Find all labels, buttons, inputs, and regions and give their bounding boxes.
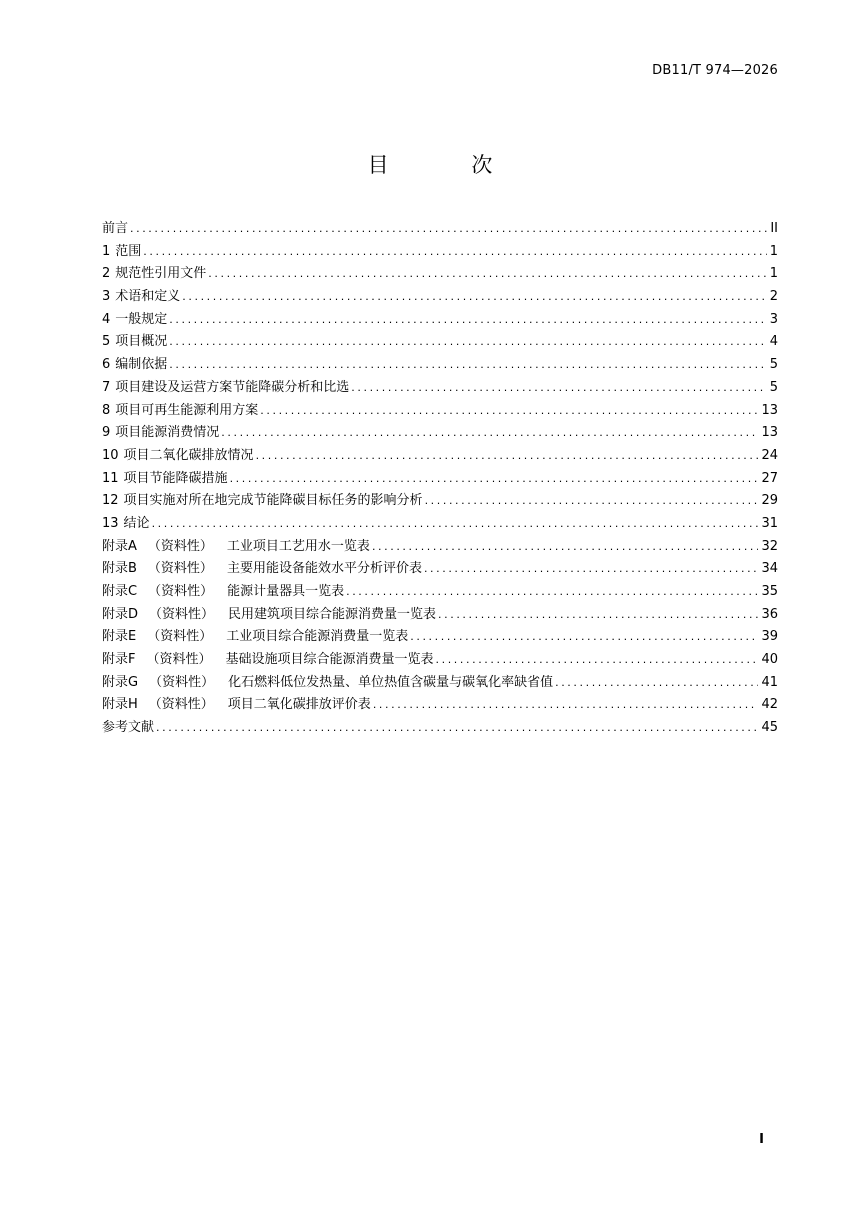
toc-entry-label — [102, 218, 128, 241]
toc-entry-title: 规范性引用文件 — [115, 266, 207, 282]
toc-entry-title: 工业项目工艺用水一览表 — [226, 538, 370, 554]
dot-leader — [372, 536, 759, 559]
toc-entry-title: 编制依据 — [115, 357, 168, 373]
toc-entry-title: 民用建筑项目综合能源消费量一览表 — [228, 606, 437, 622]
toc-entry[interactable] — [102, 422, 778, 445]
dot-leader — [256, 445, 759, 468]
toc-entry-title: 主要用能设备能效水平分析评价表 — [226, 561, 422, 577]
toc-entry-number: 9 — [102, 425, 111, 441]
toc-entry-number: 7 — [102, 379, 111, 395]
toc-entry-number: 附录G — [102, 674, 139, 690]
toc-entry-page: 36 — [761, 606, 778, 622]
toc-entry-page: 39 — [761, 629, 778, 645]
dot-leader — [221, 422, 758, 445]
toc-entry-number: 2 — [102, 266, 111, 282]
dot-leader — [436, 649, 759, 672]
toc-entry-title: 参考文献 — [102, 720, 155, 736]
toc-entry[interactable] — [102, 331, 778, 354]
dot-leader — [555, 672, 758, 695]
toc-entry-title: 项目二氧化碳排放情况 — [123, 447, 254, 463]
toc-entry[interactable] — [102, 649, 778, 672]
toc-entry[interactable] — [102, 604, 778, 627]
toc-entry[interactable] — [102, 309, 778, 332]
dot-leader — [208, 263, 766, 286]
toc-entry[interactable] — [102, 445, 778, 468]
toc-entry[interactable] — [102, 286, 778, 309]
dot-leader — [169, 309, 766, 332]
page-number: I — [759, 1132, 764, 1147]
toc-entry-number: 附录B — [102, 561, 137, 577]
toc-entry-number: 附录C — [102, 584, 138, 599]
toc-entry-page: 13 — [761, 402, 778, 418]
page-title: 目 次 — [367, 153, 531, 177]
toc-entry-page: 42 — [761, 697, 778, 713]
dot-leader — [424, 558, 759, 581]
toc-entry-label — [102, 331, 167, 354]
toc-entry-number: 4 — [102, 311, 111, 327]
toc-entry-title: 结论 — [123, 515, 150, 531]
dot-leader — [230, 468, 759, 491]
toc-entry[interactable] — [102, 263, 778, 286]
toc-entry-title: 项目二氧化碳排放评价表 — [227, 697, 371, 713]
toc-entry-number: 附录D — [102, 606, 139, 622]
toc-entry-label — [102, 536, 370, 559]
toc-entry-label — [102, 490, 423, 513]
standard-code: DB11/T 974—2026 — [652, 63, 778, 78]
toc-entry-category: （资料性） — [147, 538, 213, 554]
toc-entry-page: 5 — [769, 379, 778, 395]
toc-entry-number: 12 — [102, 493, 119, 509]
toc-entry-title: 化石燃料低位发热量、单位热值含碳量与碳氧化率缺省值 — [228, 674, 554, 690]
toc-entry-page: 5 — [769, 357, 778, 373]
toc-entry-title: 范围 — [115, 243, 142, 259]
dot-leader — [346, 581, 758, 604]
toc-entry[interactable] — [102, 717, 778, 740]
toc-entry-label — [102, 400, 258, 423]
toc-entry-number: 5 — [102, 334, 111, 350]
toc-entry-label — [102, 626, 408, 649]
toc-entry[interactable] — [102, 241, 778, 264]
dot-leader — [169, 331, 766, 354]
toc-entry-page: 4 — [769, 334, 778, 350]
toc-entry-page: 13 — [761, 425, 778, 441]
toc-entry[interactable] — [102, 558, 778, 581]
toc-entry-label — [102, 672, 553, 695]
toc-entry[interactable] — [102, 513, 778, 536]
toc-entry-number: 13 — [102, 515, 119, 531]
toc-entry-title: 项目可再生能源利用方案 — [115, 402, 259, 418]
toc-entry-page: 35 — [761, 584, 778, 599]
toc-entry-number: 1 — [102, 243, 111, 259]
dot-leader — [351, 377, 766, 400]
toc-entry-label — [102, 558, 422, 581]
toc-entry-label — [102, 263, 206, 286]
toc-entry-label — [102, 445, 254, 468]
toc-entry-title: 前言 — [102, 221, 129, 236]
toc-entry-label — [102, 513, 150, 536]
dot-leader — [373, 694, 759, 717]
dot-leader — [410, 626, 758, 649]
toc-entry-category: （资料性） — [148, 697, 214, 713]
toc-entry-label — [102, 717, 154, 740]
toc-entry[interactable] — [102, 377, 778, 400]
toc-entry[interactable] — [102, 581, 778, 604]
toc-entry-title: 术语和定义 — [115, 289, 181, 305]
toc-entry-page: 3 — [769, 311, 778, 327]
toc-entry-number: 11 — [102, 470, 119, 486]
toc-entry-category: （资料性） — [146, 652, 212, 668]
toc-entry[interactable] — [102, 626, 778, 649]
toc-entry-label — [102, 422, 219, 445]
toc-entry-title: 一般规定 — [115, 311, 168, 327]
toc-entry-label — [102, 377, 349, 400]
toc-entry-page: 34 — [761, 561, 778, 577]
dot-leader — [156, 717, 758, 740]
toc-entry-category: （资料性） — [148, 584, 214, 599]
toc-entry-page: 2 — [769, 289, 778, 305]
toc-entry-title: 项目节能降碳措施 — [123, 470, 228, 486]
toc-entry-label — [102, 309, 167, 332]
toc-entry-label — [102, 354, 167, 377]
toc-entry-title: 项目概况 — [115, 334, 168, 350]
toc-entry-label — [102, 241, 141, 264]
toc-entry-title: 项目建设及运营方案节能降碳分析和比选 — [115, 379, 350, 395]
dot-leader — [169, 354, 766, 377]
toc-entry-number: 10 — [102, 447, 119, 463]
toc-entry-label — [102, 694, 371, 717]
toc-entry[interactable] — [102, 490, 778, 513]
toc-entry-page: II — [770, 221, 778, 236]
toc-entry-label — [102, 468, 228, 491]
toc-entry[interactable] — [102, 218, 778, 241]
toc-entry[interactable] — [102, 672, 778, 695]
toc-entry-category: （资料性） — [147, 629, 213, 645]
toc-entry-category: （资料性） — [149, 606, 215, 622]
toc-entry-number: 8 — [102, 402, 111, 418]
toc-entry-number: 附录A — [102, 538, 137, 554]
toc-entry-page: 1 — [769, 243, 778, 259]
toc-entry-label — [102, 649, 434, 672]
toc-entry[interactable] — [102, 468, 778, 491]
dot-leader — [130, 218, 767, 241]
toc-entry-number: 6 — [102, 357, 111, 373]
toc-entry-page: 27 — [761, 470, 778, 486]
toc-entry-number: 附录F — [102, 652, 136, 668]
toc-entry-page: 31 — [761, 515, 778, 531]
dot-leader — [438, 604, 758, 627]
dot-leader — [143, 241, 766, 264]
toc-entry[interactable] — [102, 536, 778, 559]
toc-entry[interactable] — [102, 400, 778, 423]
toc-entry-label — [102, 286, 180, 309]
toc-entry-title: 能源计量器具一览表 — [227, 584, 345, 599]
toc-entry-title: 基础设施项目综合能源消费量一览表 — [225, 652, 434, 668]
toc-entry-label — [102, 581, 344, 604]
toc-entry-number: 附录H — [102, 697, 138, 713]
dot-leader — [182, 286, 766, 309]
toc-entry[interactable] — [102, 354, 778, 377]
dot-leader — [425, 490, 759, 513]
toc-entry-category: （资料性） — [147, 561, 213, 577]
dot-leader — [152, 513, 759, 536]
toc-entry-page: 40 — [761, 652, 778, 668]
dot-leader — [260, 400, 758, 423]
toc-entry-page: 45 — [761, 720, 778, 736]
table-of-contents — [102, 218, 778, 740]
toc-entry-title: 项目实施对所在地完成节能降碳目标任务的影响分析 — [123, 493, 423, 509]
toc-entry-page: 41 — [761, 674, 778, 690]
toc-entry[interactable] — [102, 694, 778, 717]
toc-entry-page: 32 — [761, 538, 778, 554]
toc-entry-number: 附录E — [102, 629, 137, 645]
toc-entry-page: 24 — [761, 447, 778, 463]
toc-entry-page: 29 — [761, 493, 778, 509]
toc-entry-category: （资料性） — [149, 674, 215, 690]
toc-entry-number: 3 — [102, 289, 111, 305]
toc-entry-title: 工业项目综合能源消费量一览表 — [226, 629, 409, 645]
toc-entry-label — [102, 604, 436, 627]
toc-entry-title: 项目能源消费情况 — [115, 425, 220, 441]
toc-entry-page: 1 — [769, 266, 778, 282]
